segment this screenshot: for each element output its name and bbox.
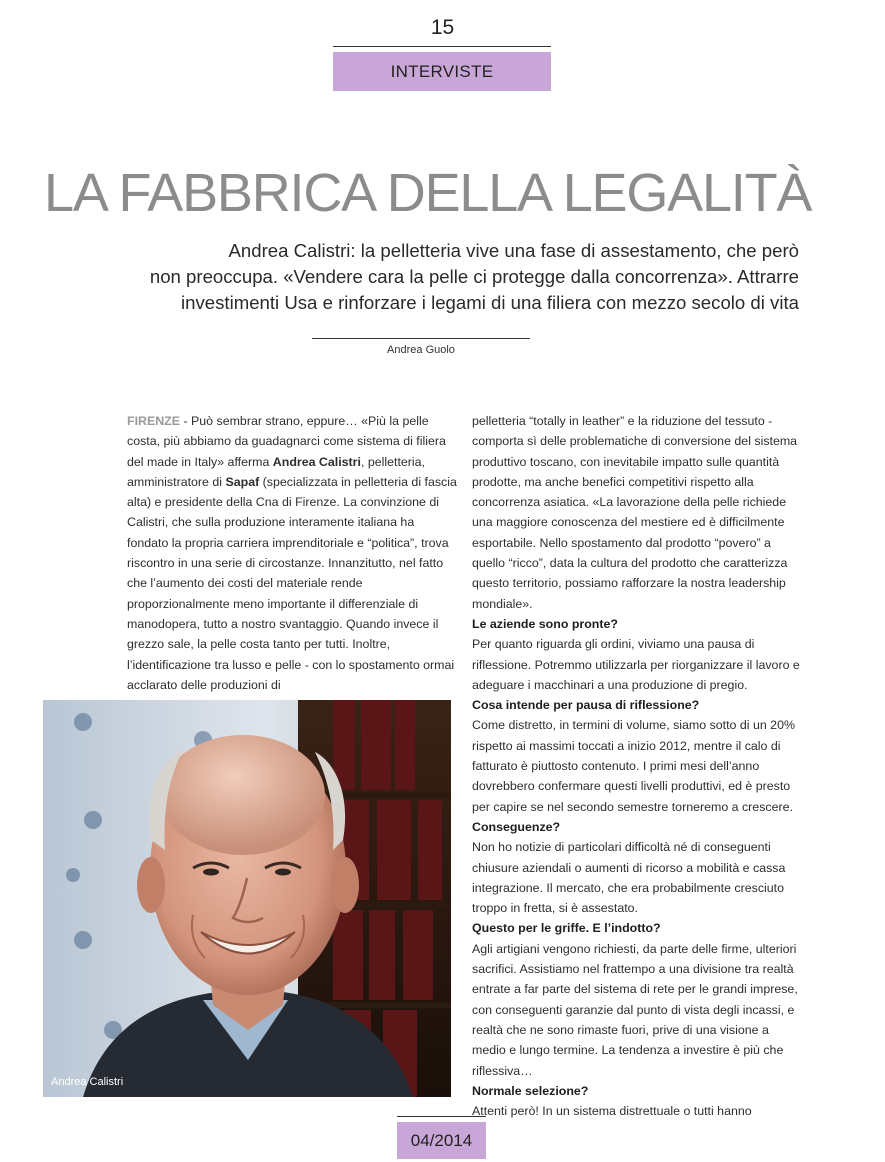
- interview-question: Questo per le griffe. E l’indotto?: [472, 921, 661, 936]
- top-divider: [333, 46, 551, 47]
- article-author: Andrea Guolo: [387, 344, 455, 356]
- dateline-city: FIRENZE: [127, 414, 181, 428]
- body-column-right: [472, 411, 802, 1121]
- subtitle-line: Andrea Calistri: la pelletteria vive una fase di assestamento, che però: [228, 240, 799, 261]
- bottom-divider: [397, 1116, 486, 1117]
- body-text: , pelletteria, amministratore di: [127, 454, 425, 489]
- interview-question: Normale selezione?: [472, 1083, 589, 1098]
- interview-question: Conseguenze?: [472, 819, 561, 834]
- page-number: 15: [430, 16, 455, 39]
- interview-answer: Attenti però! In un sistema distrettuale o tutti hanno: [472, 1104, 752, 1119]
- subtitle-line: non preoccupa. «Vendere cara la pelle ci protegge dalla concorrenza». Attrarre: [149, 266, 799, 287]
- interview-answer: Non ho notizie di particolari difficoltà né di conseguenti chiusure aziendali o aumenti di ricorso a mobilità e cassa integrazione. Il mercato, che era probabilmente cresciuto troppo in fretta, si è assestato.: [472, 840, 786, 916]
- interview-answer: Come distretto, in termini di volume, siamo sotto di un 20% rispetto ai massimi toccati a inizio 2012, mentre il calo di fatturato è piuttosto contenuto. I primi mesi dell’anno dovrebbero confermare questi livelli produttivi, ed è presto per capire se nel secondo semestre torneremo a crescere.: [472, 718, 795, 814]
- body-paragraph: pelletteria “totally in leather” e la riduzione del tessuto - comporta sì delle problematiche di conversione del sistema produttivo toscano, con inevitabile impatto sulle quantità prodotte, ma anche benefici competitivi rispetto alla concorrenza asiatica. «La lavorazione della pelle richiede una maggiore conoscenza del mestiere ed è difficilmente esportabile. Nello spostamento dal prodotto “povero” a quello “ricco”, data la cultura del prodotto che caratterizza questo territorio, possiamo rafforzare la nostra leadership mondiale».: [472, 414, 798, 611]
- interview-question: Cosa intende per pausa di riflessione?: [472, 698, 700, 713]
- subtitle-line: investimenti Usa e rinforzare i legami di una filiera con mezzo secolo di vita: [181, 292, 799, 313]
- body-text: - Può sembrar strano, eppure… «Più la pelle costa, più abbiamo da guadagnarci come sistema di filiera del made in Italy» afferma: [127, 414, 446, 469]
- article-subtitle: [39, 238, 799, 316]
- body-column-left: [127, 411, 457, 695]
- section-label: INTERVISTE: [333, 52, 551, 91]
- article-headline: LA FABBRICA DELLA LEGALITÀ: [44, 163, 812, 223]
- author-divider: [312, 338, 530, 339]
- issue-label: 04/2014: [397, 1122, 486, 1159]
- body-paragraph: [127, 411, 457, 695]
- interview-question: Le aziende sono pronte?: [472, 616, 618, 631]
- interview-answer: Per quanto riguarda gli ordini, viviamo una pausa di riflessione. Potremmo utilizzarla per riorganizzare il lavoro e adeguare i macchinari a una produzione di pregio.: [472, 637, 800, 692]
- interview-answer: Agli artigiani vengono richiesti, da parte delle firme, ulteriori sacrifici. Assistiamo nel frattempo a una divisione tra realtà entrate a far parte del sistema di rete per le grandi imprese, con conseguenti garanzie dal punto di vista degli incassi, e realtà che ne sono rimaste fuori, prive di una visione a medio e lungo termine. La tendenza a investire è più che riflessiva…: [472, 941, 798, 1078]
- interviewee-name: Andrea Calistri: [272, 454, 361, 469]
- portrait-photo: [43, 700, 451, 1097]
- photo-caption: Andrea Calistri: [51, 1076, 124, 1088]
- company-name: Sapaf: [225, 474, 260, 489]
- body-text: (specializzata in pelletteria di fascia alta) e presidente della Cna di Firenze. La convinzione di Calistri, che sulla produzione interamente italiana ha fondato la propria carriera imprenditoriale e “politica”, trova riscontro in una serie di circostanze. Innanzitutto, nel fatto che l’aumento dei costi del materiale rende proporzionalmente meno importante il differenziale di manodopera, tutto a nostro svantaggio. Quando invece il grezzo sale, la pelle costa tanto per tutti. Inoltre, l’identificazione tra lusso e pelle - con lo spostamento ormai acclarato delle produzioni di: [127, 474, 457, 692]
